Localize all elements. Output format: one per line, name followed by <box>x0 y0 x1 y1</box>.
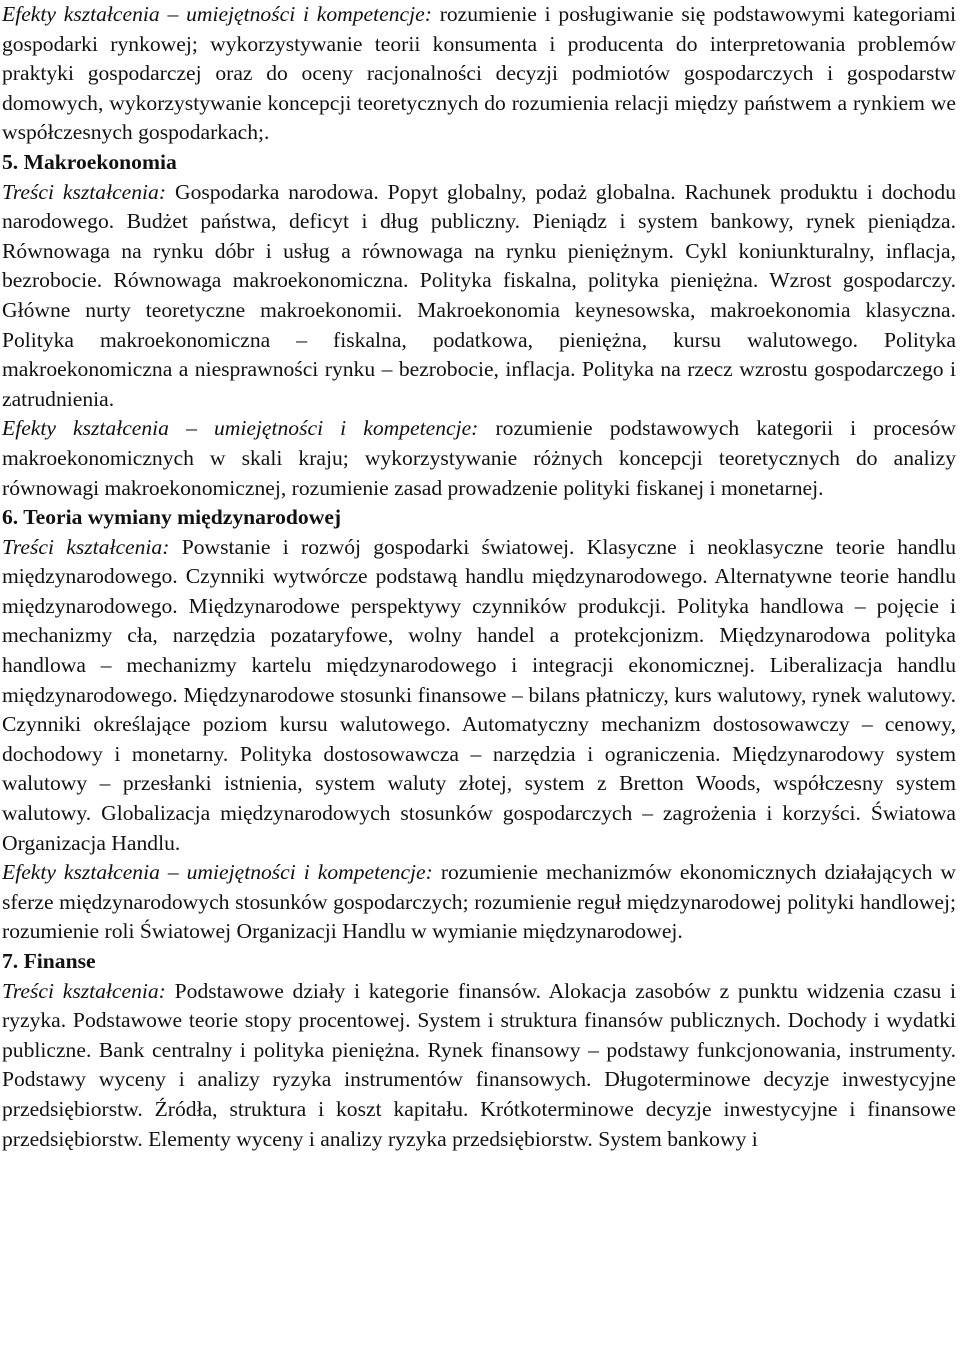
section-5-content-paragraph <box>2 178 956 415</box>
section-6-effects-paragraph <box>2 858 956 947</box>
section-4-effects-paragraph <box>2 0 956 148</box>
section-7-content-paragraph <box>2 977 956 1155</box>
content-text: Gospodarka narodowa. Popyt globalny, podaż globalna. Rachunek produktu i dochodu narodowego. Budżet państwa, deficyt i dług publiczny. Pieniądz i system bankowy, rynek pieniądza. Równowaga na rynku dóbr i usług a równowaga na rynku pieniężnym. Cykl koniunkturalny, inflacja, bezrobocie. Równowaga makroekonomiczna. Polityka fiskalna, polityka pieniężna. Wzrost gospodarczy. Główne nurty teoretyczne makroekonomii. Makroekonomia keynesowska, makroekonomia klasyczna. Polityka makroekonomiczna – fiskalna, podatkowa, pieniężna, kursu walutowego. Polityka makroekonomiczna a niesprawności rynku – bezrobocie, inflacja. Polityka na rzecz wzrostu gospodarczego i zatrudnienia. <box>2 179 956 411</box>
content-text: Podstawowe działy i kategorie finansów. Alokacja zasobów z punktu widzenia czasu i ryzyka. Podstawowe teorie stopy procentowej. System i struktura finansów publicznych. Dochody i wydatki publiczne. Bank centralny i polityka pieniężna. Rynek finansowy – podstawy funkcjonowania, instrumenty. Podstawy wyceny i analizy ryzyka instrumentów finansowych. Długoterminowe decyzje inwestycyjne przedsiębiorstw. Źródła, struktura i koszt kapitału. Krótkoterminowe decyzje inwestycyjne i finansowe przedsiębiorstw. Elementy wyceny i analizy ryzyka przedsiębiorstw. System bankowy i <box>2 978 957 1151</box>
effects-text: rozumienie i posługiwanie się podstawowymi kategoriami gospodarki rynkowej; wykorzystywanie teorii konsumenta i producenta do interpretowania problemów praktyki gospodarczej oraz do oceny racjonalności decyzji podmiotów gospodarczych i gospodarstw domowych, wykorzystywanie koncepcji teoretycznych do rozumienia relacji między państwem a rynkiem we współczesnych gospodarkach;. <box>2 2 956 145</box>
section-7-heading: 7. Finanse <box>2 949 96 973</box>
effects-label: Efekty kształcenia – umiejętności i kompetencje: <box>2 416 479 441</box>
effects-label: Efekty kształcenia – umiejętności i kompetencje: <box>2 2 432 26</box>
effects-text: rozumienie mechanizmów ekonomicznych działających w sferze międzynarodowych stosunków gospodarczych; rozumienie reguł międzynarodowej polityki handlowej; rozumienie roli Światowej Organizacji Handlu w wymianie międzynarodowej. <box>2 860 956 944</box>
content-label: Treści kształcenia: <box>2 978 166 1003</box>
document-page <box>2 0 956 1154</box>
content-text: Powstanie i rozwój gospodarki światowej. Klasyczne i neoklasyczne teorie handlu międzynarodowego. Czynniki wytwórcze podstawą handlu międzynarodowego. Alternatywne teorie handlu międzynarodowego. Międzynarodowe perspektywy czynników produkcji. Polityka handlowa – pojęcie i mechanizmy cła, narzędzia pozataryfowe, wolny handel a protekcjonizm. Międzynarodowa polityka handlowa – mechanizmy kartelu międzynarodowego i integracji ekonomicznej. Liberalizacja handlu międzynarodowego. Międzynarodowe stosunki finansowe – bilans płatniczy, kurs walutowy, rynek walutowy. Czynniki określające poziom kursu walutowego. Automatyczny mechanizm dostosowawczy – cenowy, dochodowy i monetarny. Polityka dostosowawcza – narzędzia i ograniczenia. Międzynarodowy system walutowy – przesłanki istnienia, system waluty złotej, system z Bretton Woods, współczesny system walutowy. Globalizacja międzynarodowych stosunków gospodarczych – zagrożenia i korzyści. Światowa Organizacja Handlu. <box>2 534 956 855</box>
section-5-heading: 5. Makroekonomia <box>2 149 177 174</box>
section-6-content-paragraph <box>2 533 956 859</box>
section-5-effects-paragraph <box>2 414 956 503</box>
content-label: Treści kształcenia: <box>2 534 170 559</box>
effects-text: rozumienie podstawowych kategorii i procesów makroekonomicznych w skali kraju; wykorzystywanie różnych koncepcji teoretycznych do analizy równowagi makroekonomicznej, rozumienie zasad prowadzenie polityki fiskanej i monetarnej. <box>2 416 956 500</box>
section-6-heading: 6. Teoria wymiany międzynarodowej <box>2 505 342 530</box>
content-label: Treści kształcenia: <box>2 179 167 204</box>
effects-label: Efekty kształcenia – umiejętności i kompetencje: <box>2 860 433 885</box>
